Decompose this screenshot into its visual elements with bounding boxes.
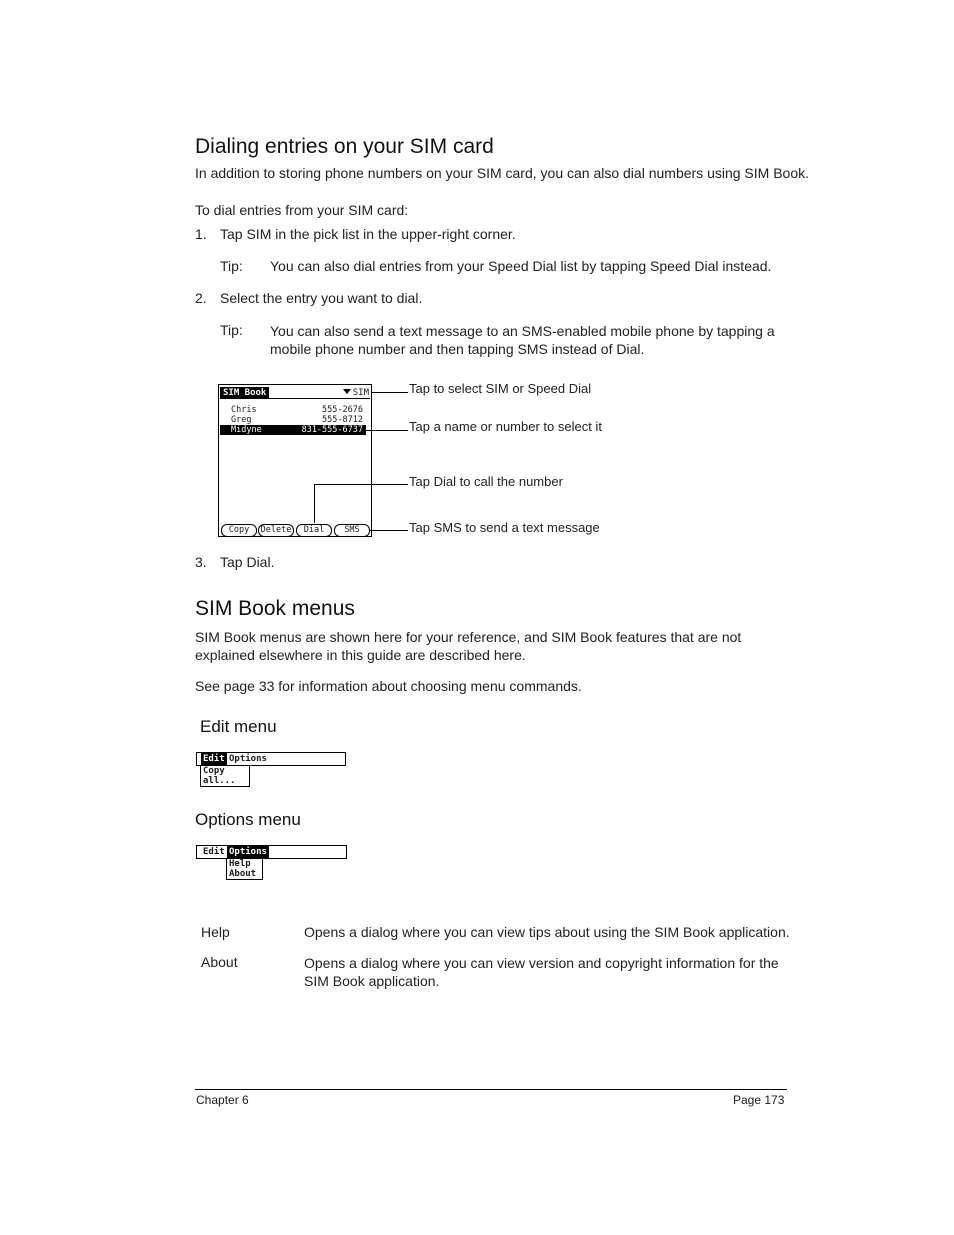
edit-menu-bar [196,752,346,766]
tip-text: You can also send a text message to an SMS-enabled mobile phone by tapping a mobile phone number and then tapping SMS instead of Dial. [270,323,775,357]
step-number: 3. [195,554,207,570]
menus-reference: See page 33 for information about choosing menu commands. [195,678,582,694]
callout-text: Tap SMS to send a text message [409,520,600,535]
copy-button[interactable]: Copy [221,524,257,537]
callout-text: Tap a name or number to select it [409,419,602,434]
callout-text: Tap to select SIM or Speed Dial [409,381,592,396]
screen-title-bar [220,387,370,399]
callout-leader [372,392,408,393]
options-menu-bar [196,845,347,859]
menu-edit[interactable]: Edit [203,754,225,764]
delete-button[interactable]: Delete [258,524,294,537]
list-item[interactable] [220,415,366,425]
options-menu-dropdown [226,858,263,880]
entry-name: Midyne [231,425,262,435]
definition-term: Help [201,924,230,940]
callout-text: Tap Dial to call the number [409,474,563,489]
callout-leader [366,430,408,431]
step-number: 1. [195,226,207,242]
section-title-menus: SIM Book menus [195,597,355,620]
step-text: Select the entry you want to dial. [220,290,423,306]
sim-book-screenshot [218,384,372,537]
callout-leader [314,484,408,485]
footer-chapter: Chapter 6 [196,1093,249,1107]
menu-options[interactable]: Options [229,847,267,857]
step-text: Tap Dial. [220,554,275,570]
section-title-dialing: Dialing entries on your SIM card [195,135,494,158]
edit-menu-dropdown [200,765,250,787]
edit-menu-heading: Edit menu [200,717,277,736]
definition-desc: Opens a dialog where you can view tips about using the SIM Book application. [304,924,790,940]
entry-name: Greg [231,415,252,425]
callout-leader [314,484,315,523]
menus-paragraph: SIM Book menus are shown here for your reference, and SIM Book features that are not explained elsewhere in this guide are described here. [195,629,742,663]
tip-text: You can also dial entries from your Speed Dial list by tapping Speed Dial instead. [270,258,772,274]
footer-rule [195,1089,787,1090]
tip-label: Tip: [220,322,243,338]
step-text: Tap SIM in the pick list in the upper-right corner. [220,226,516,242]
tip-label: Tip: [220,258,243,274]
options-menu-heading: Options menu [195,810,301,829]
dial-button[interactable]: Dial [296,524,332,537]
sim-picker[interactable] [343,387,369,399]
definition-term: About [201,954,238,970]
entry-name: Chris [231,405,257,415]
sms-button[interactable]: SMS [334,524,370,537]
definition-desc: Opens a dialog where you can view version and copyright information for the SIM Book application. [304,955,779,989]
screen-title: SIM Book [220,387,269,399]
step-number: 2. [195,290,207,306]
footer-page: Page 173 [733,1093,785,1107]
entry-number: 555-2676 [322,405,363,415]
list-item[interactable] [220,405,366,415]
menu-item-about[interactable]: About [229,869,257,879]
menu-item-copy-all[interactable]: Copy all... [203,766,236,786]
entry-number: 831-555-6737 [301,425,363,435]
entry-number: 555-8712 [322,415,363,425]
list-item-selected[interactable] [220,425,366,435]
procedure-title: To dial entries from your SIM card: [195,202,409,218]
intro-paragraph: In addition to storing phone numbers on your SIM card, you can also dial numbers using SIM Book. [195,165,810,181]
menu-edit[interactable]: Edit [203,847,225,857]
callout-leader [370,530,408,531]
dropdown-triangle-icon [343,389,351,394]
menu-options[interactable]: Options [229,754,267,764]
picker-label: SIM [352,388,369,398]
menu-item-help[interactable]: Help [229,859,251,869]
